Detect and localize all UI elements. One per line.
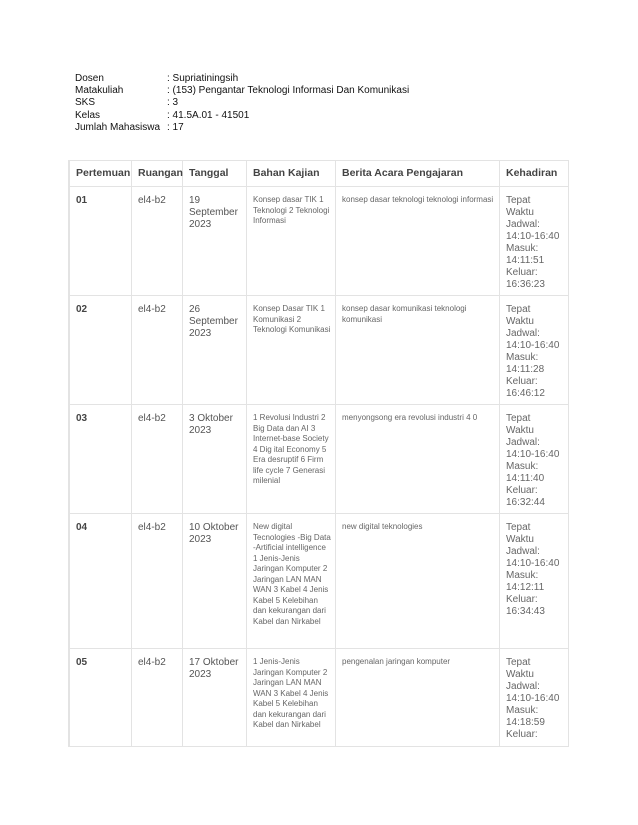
kehadiran-line: 14:12:11: [506, 582, 545, 593]
header-ruangan: Ruangan: [132, 161, 183, 187]
kehadiran-line: Masuk:: [506, 705, 539, 716]
kehadiran-line: Jadwal:: [506, 546, 540, 557]
cell-berita-acara: menyongsong era revolusi industri 4 0: [336, 405, 500, 514]
table-header-row: [70, 161, 569, 187]
cell-kehadiran: [500, 187, 569, 296]
kehadiran-line: Jadwal:: [506, 681, 540, 692]
kehadiran-line: Tepat: [506, 413, 531, 424]
attendance-table-container: [68, 160, 569, 747]
info-row: [75, 110, 409, 122]
kehadiran-line: 14:11:40: [506, 473, 545, 484]
cell-tanggal: 26 September 2023: [183, 296, 247, 405]
kehadiran-line: Waktu: [506, 316, 534, 327]
table-row: [70, 649, 569, 748]
cell-bahan-kajian: Konsep Dasar TIK 1 Komunikasi 2 Teknologi Komunikasi: [247, 296, 336, 405]
table-row: [70, 187, 569, 296]
kehadiran-line: Masuk:: [506, 570, 539, 581]
kehadiran-line: Tepat: [506, 304, 531, 315]
cell-pertemuan: 02: [70, 296, 132, 405]
cell-kehadiran: [500, 514, 569, 649]
kehadiran-line: 14:10-16:40: [506, 693, 560, 704]
info-value: : Supriatiningsih: [167, 73, 239, 84]
cell-pertemuan: 01: [70, 187, 132, 296]
cell-ruangan: el4-b2: [132, 296, 183, 405]
cell-bahan-kajian: Konsep dasar TIK 1 Teknologi 2 Teknologi Informasi: [247, 187, 336, 296]
kehadiran-line: Tepat: [506, 195, 531, 206]
header-bahan-kajian: Bahan Kajian: [247, 161, 336, 187]
cell-berita-acara: new digital teknologies: [336, 514, 500, 649]
kehadiran-line: Masuk:: [506, 352, 539, 363]
cell-ruangan: el4-b2: [132, 187, 183, 296]
cell-ruangan: el4-b2: [132, 649, 183, 748]
info-label: Dosen: [75, 73, 104, 84]
table-row: [70, 514, 569, 649]
info-value: : 3: [167, 97, 179, 109]
kehadiran-line: 14:10-16:40: [506, 558, 560, 569]
cell-pertemuan: 05: [70, 649, 132, 748]
cell-tanggal: 10 Oktober 2023: [183, 514, 247, 649]
attendance-table: [69, 160, 569, 747]
cell-bahan-kajian: 1 Jenis-Jenis Jaringan Komputer 2 Jaringan LAN MAN WAN 3 Kabel 4 Jenis Kabel 5 Kelebihan dan kekurangan dari Kabel dan Nirkabel: [247, 649, 336, 748]
info-row: [75, 73, 409, 85]
kehadiran-line: Keluar:: [506, 485, 538, 496]
cell-kehadiran: [500, 405, 569, 514]
kehadiran-line: Tepat: [506, 522, 531, 533]
kehadiran-line: Keluar:: [506, 376, 538, 387]
cell-pertemuan: 04: [70, 514, 132, 649]
cell-berita-acara: konsep dasar komunikasi teknologi komunikasi: [336, 296, 500, 405]
course-info: [75, 73, 409, 134]
kehadiran-line: Jadwal:: [506, 437, 540, 448]
kehadiran-line: Masuk:: [506, 243, 539, 254]
kehadiran-line: Jadwal:: [506, 219, 540, 230]
kehadiran-line: 16:46:12: [506, 388, 545, 399]
kehadiran-line: Keluar:: [506, 594, 538, 605]
info-row: [75, 97, 409, 109]
info-label: Kelas: [75, 109, 101, 121]
info-label: SKS: [75, 97, 96, 109]
cell-tanggal: 3 Oktober 2023: [183, 405, 247, 514]
cell-berita-acara: konsep dasar teknologi teknologi informasi: [336, 187, 500, 296]
kehadiran-line: Jadwal:: [506, 328, 540, 339]
kehadiran-line: 14:10-16:40: [506, 449, 560, 460]
kehadiran-line: Waktu: [506, 534, 534, 545]
kehadiran-line: Tepat: [506, 657, 531, 668]
info-label: Jumlah Mahasiswa: [75, 121, 161, 133]
info-label: Matakuliah: [75, 85, 124, 97]
kehadiran-line: 16:32:44: [506, 497, 545, 508]
header-kehadiran: Kehadiran: [500, 161, 569, 187]
kehadiran-line: 14:18:59: [506, 717, 545, 728]
cell-bahan-kajian: New digital Tecnologies -Big Data -Artificial intelligence 1 Jenis-Jenis Jaringan Komputer 2 Jaringan LAN MAN WAN 3 Kabel 4 Jenis Kabel 5 Kelebihan dan kekurangan dari Kabel dan Nirkabel: [247, 514, 336, 649]
info-row: [75, 122, 409, 134]
header-tanggal: Tanggal: [183, 161, 247, 187]
kehadiran-line: Keluar:: [506, 267, 538, 278]
info-row: [75, 85, 409, 97]
kehadiran-line: 16:36:23: [506, 279, 545, 290]
kehadiran-line: 16:34:43: [506, 606, 545, 617]
kehadiran-line: 14:10-16:40: [506, 340, 560, 351]
info-value: : 41.5A.01 - 41501: [167, 109, 250, 121]
kehadiran-line: Waktu: [506, 207, 534, 218]
cell-pertemuan: 03: [70, 405, 132, 514]
cell-ruangan: el4-b2: [132, 405, 183, 514]
header-berita-acara: Berita Acara Pengajaran: [336, 161, 500, 187]
cell-tanggal: 19 September 2023: [183, 187, 247, 296]
cell-kehadiran: [500, 649, 569, 748]
cell-tanggal: 17 Oktober 2023: [183, 649, 247, 748]
cell-bahan-kajian: 1 Revolusi Industri 2 Big Data dan AI 3 Internet-base Society 4 Dig ital Economy 5 Era desruptif 6 Firm life cycle 7 Generasi milenial: [247, 405, 336, 514]
kehadiran-line: Waktu: [506, 425, 534, 436]
kehadiran-line: Waktu: [506, 669, 534, 680]
kehadiran-line: 14:11:28: [506, 364, 545, 375]
info-value: : (153) Pengantar Teknologi Informasi Dan Komunikasi: [167, 85, 410, 97]
kehadiran-line: 14:10-16:40: [506, 231, 560, 242]
info-value: : 17: [167, 121, 184, 133]
cell-ruangan: el4-b2: [132, 514, 183, 649]
kehadiran-line: 14:11:51: [506, 255, 545, 266]
kehadiran-line: Keluar:: [506, 729, 538, 740]
cell-berita-acara: pengenalan jaringan komputer: [336, 649, 500, 748]
kehadiran-line: Masuk:: [506, 461, 539, 472]
header-pertemuan: Pertemuan: [70, 161, 132, 187]
table-row: [70, 405, 569, 514]
table-row: [70, 296, 569, 405]
cell-kehadiran: [500, 296, 569, 405]
